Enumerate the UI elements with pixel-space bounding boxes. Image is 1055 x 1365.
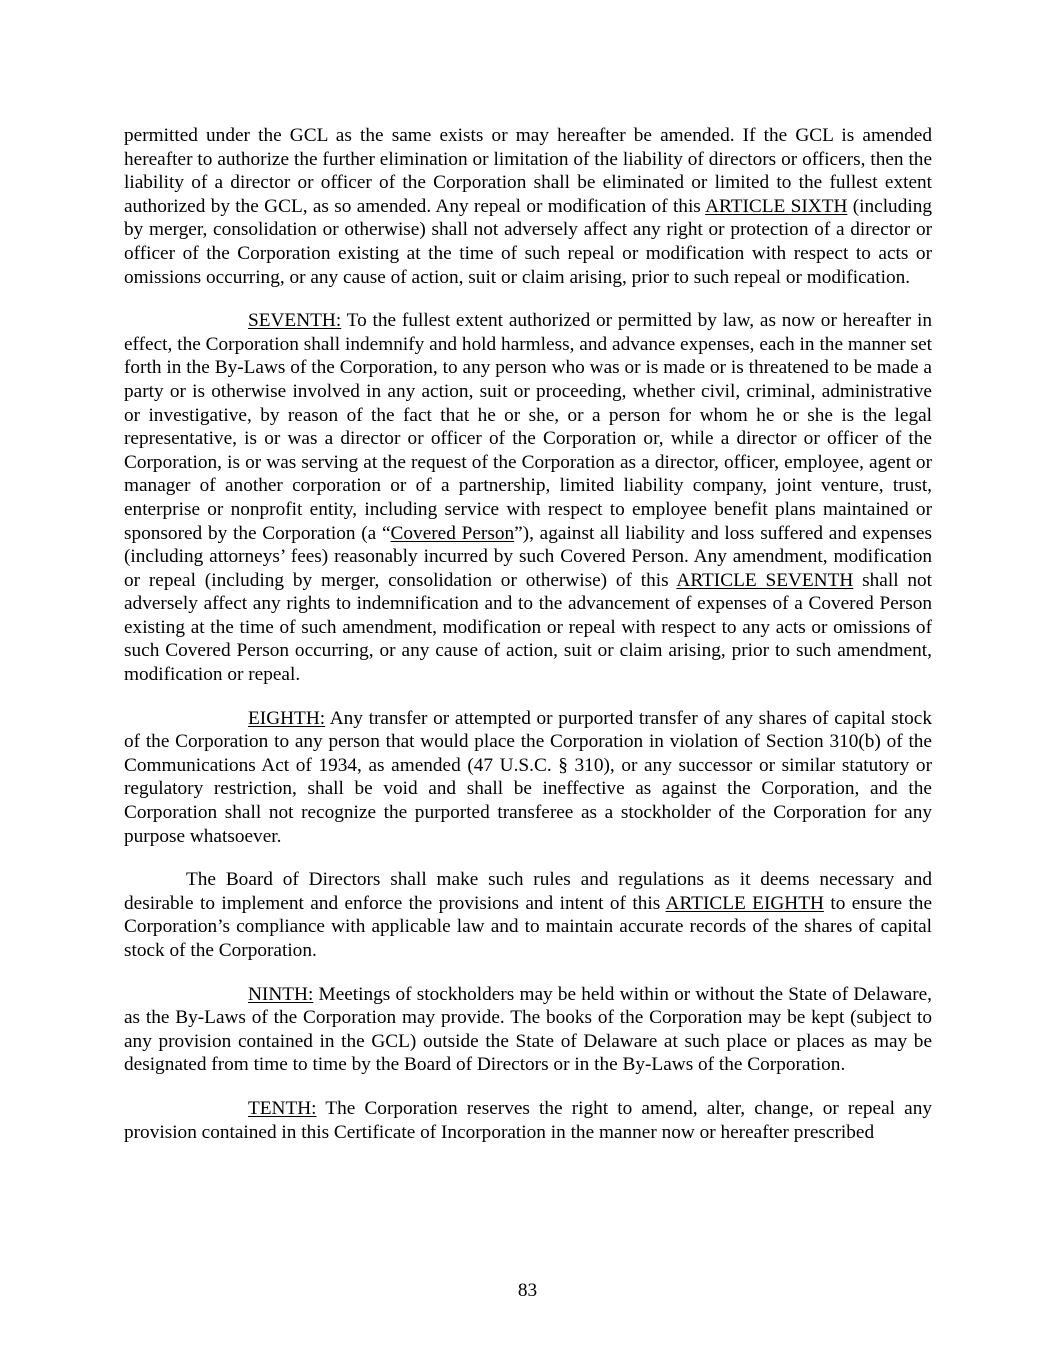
article-heading: EIGHTH: (248, 707, 326, 729)
article-eighth (124, 707, 932, 849)
paragraph-text: (including by merger, consolidation or otherwise) shall not adversely affect any right or protection of a director or officer of the Corporation existing at the time of such repeal or modification with respect to acts or omissions occurring, or any cause of action, suit or claim arising, prior to such repeal or modification. (124, 195, 932, 288)
paragraph-text: ”), against all liability and loss suffered and expenses (including attorneys’ fees) reasonably incurred by such Covered Person. Any amendment, modification or repeal (including by merger, consolidation or otherwise) of this (124, 522, 932, 591)
paragraph-text: shall not adversely affect any rights to indemnification and to the advancement of expenses of a Covered Person existing at the time of such amendment, modification or repeal with respect to any acts or omissions of such Covered Person occurring, or any cause of action, suit or claim arising, prior to such amendment, modification or repeal. (124, 569, 933, 686)
paragraph-spacer (124, 687, 932, 707)
article-ninth (124, 983, 932, 1077)
article-heading: TENTH: (248, 1097, 317, 1119)
paragraph-text: The Board of Directors shall make such rules and regulations as it deems necessary and desirable to implement and enforce the provisions and intent of this (124, 869, 932, 914)
paragraph-text: Any transfer or attempted or purported transfer of any shares of capital stock of the Corporation to any person that would place the Corporation in violation of Section 310(b) of the Communications Act of 1934, as amended (47 U.S.C. § 310), or any successor or similar statutory or regulatory restriction, shall be void and shall be ineffective as against the Corporation, and the Corporation shall not recognize the purported transferee as a stockholder of the Corporation for any purpose whatsoever. (124, 707, 932, 847)
article-seventh (124, 309, 932, 687)
article-tenth (124, 1097, 932, 1144)
document-page (124, 124, 932, 1144)
paragraph-spacer (124, 848, 932, 868)
article-reference: ARTICLE EIGHTH (665, 892, 824, 914)
article-reference: ARTICLE SIXTH (705, 195, 848, 217)
paragraph-spacer (124, 1077, 932, 1097)
article-heading: NINTH: (248, 983, 314, 1005)
paragraph-spacer (124, 963, 932, 983)
paragraph-text: Meetings of stockholders may be held within or without the State of Delaware, as the By-Laws of the Corporation may provide. The books of the Corporation may be kept (subject to any provision contained in the GCL) outside the State of Delaware at such place or places as may be designated from time to time by the Board of Directors or in the By-Laws of the Corporation. (124, 983, 932, 1076)
paragraph-text: permitted under the GCL as the same exists or may hereafter be amended. If the GCL is amended hereafter to authorize the further elimination or limitation of the liability of directors or officers, then the liability of a director or officer of the Corporation shall be eliminated or limited to the fullest extent authorized by the GCL, as so amended. Any repeal or modification of this (124, 125, 932, 217)
page-number: 83 (517, 1280, 538, 1301)
article-sixth-continuation (124, 124, 932, 289)
paragraph-text: The Corporation reserves the right to amend, alter, change, or repeal any provision contained in this Certificate of Incorporation in the manner now or hereafter prescribed (124, 1097, 932, 1143)
defined-term: Covered Person (390, 522, 515, 544)
paragraph-spacer (124, 289, 932, 309)
paragraph-text: To the fullest extent authorized or permitted by law, as now or hereafter in effect, the Corporation shall indemnify and hold harmless, and advance expenses, each in the manner set forth in the By-Laws of the Corporation, to any person who was or is made or is threatened to be made a party or is otherwise involved in any action, suit or proceeding, whether civil, criminal, administrative or investigative, by reason of the fact that he or she, or a person for whom he or she is the legal representative, is or was a director or officer of the Corporation or, while a director or officer of the Corporation, is or was serving at the request of the Corporation as a director, officer, employee, agent or manager of another corporation or of a partnership, limited liability company, joint venture, trust, enterprise or nonprofit entity, including service with respect to employee benefit plans maintained or sponsored by the Corporation (a “ (124, 310, 932, 544)
article-reference: ARTICLE SEVENTH (676, 569, 854, 591)
article-heading: SEVENTH: (248, 310, 342, 332)
paragraph-text: to ensure the Corporation’s compliance with applicable law and to maintain accurate records of the shares of capital stock of the Corporation. (124, 892, 932, 961)
board-of-directors-paragraph (124, 868, 932, 962)
